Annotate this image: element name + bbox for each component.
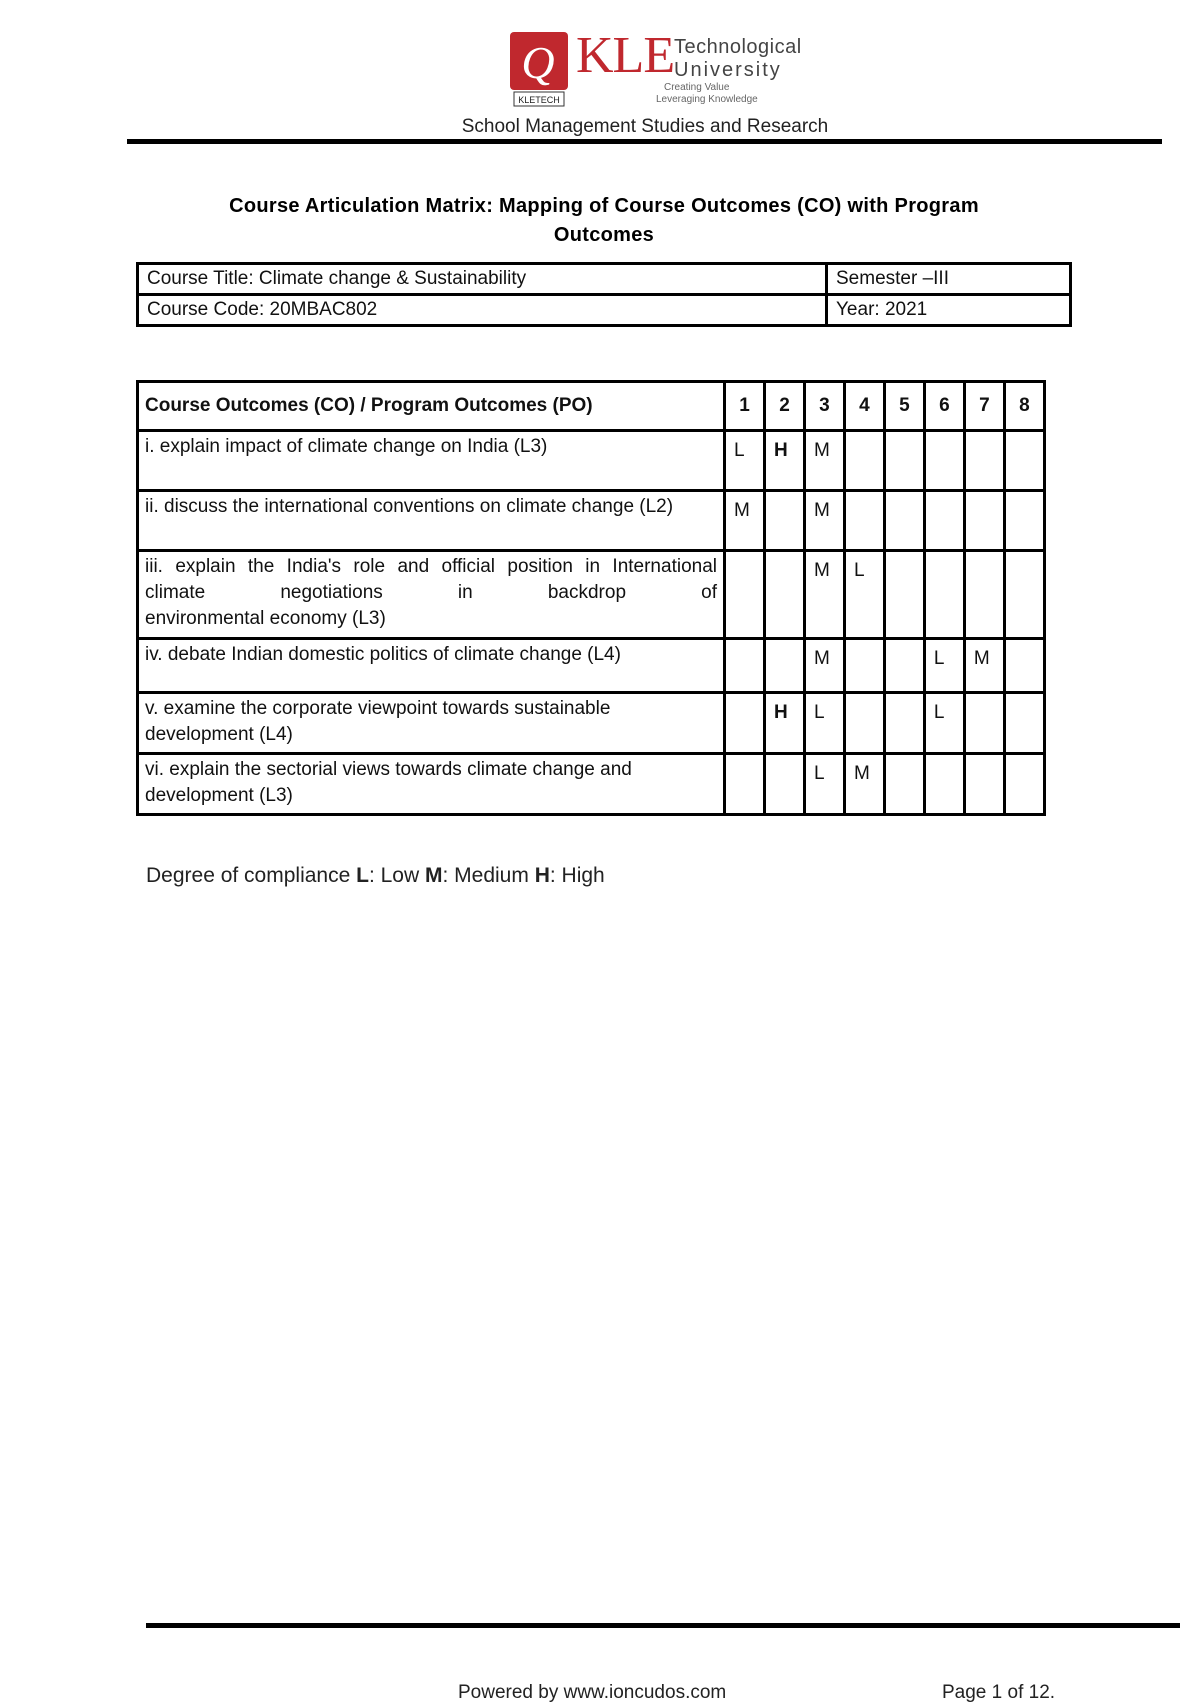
mapping-cell [924, 754, 964, 815]
matrix-row [138, 491, 1045, 551]
mapping-cell: M [964, 639, 1004, 693]
logo-tagline-1: Creating Value [664, 82, 730, 93]
mapping-cell: L [924, 639, 964, 693]
svg-text:Q: Q [521, 37, 555, 88]
mapping-cell [1004, 431, 1044, 491]
po-header: 1 [725, 382, 765, 431]
mapping-cell: M [804, 491, 844, 551]
articulation-matrix [136, 380, 1046, 816]
course-year: Year: 2021 [827, 295, 1071, 326]
course-outcome: i. explain impact of climate change on India (L3) [138, 431, 725, 491]
mapping-cell: M [804, 431, 844, 491]
mapping-cell: M [804, 639, 844, 693]
course-outcome-text: environmental economy (L3) [145, 608, 386, 629]
mapping-cell [725, 551, 765, 639]
document-title [130, 192, 1078, 250]
legend-label-low: : Low [368, 864, 425, 887]
matrix-row [138, 693, 1045, 754]
footer-page-number: Page 1 of 12. [942, 1682, 1056, 1703]
mapping-cell [924, 431, 964, 491]
mapping-cell [1004, 693, 1044, 754]
mapping-cell: M [725, 491, 765, 551]
mapping-cell [964, 693, 1004, 754]
mapping-cell [725, 639, 765, 693]
school-name: School Management Studies and Research [461, 116, 829, 137]
mapping-cell: L [924, 693, 964, 754]
course-info-table [136, 262, 1072, 327]
mapping-cell [924, 551, 964, 639]
course-outcome-text: iii. explain the India's role and official position in International climate negotiations in backdrop of [145, 556, 717, 603]
mapping-cell [884, 754, 924, 815]
course-info-row [138, 264, 1071, 295]
mapping-cell [1004, 639, 1044, 693]
po-header: 3 [804, 382, 844, 431]
footer-rule [146, 1623, 1180, 1628]
legend-key-low: L [356, 864, 369, 887]
po-header: 7 [964, 382, 1004, 431]
legend-label-medium: : Medium [442, 864, 535, 887]
course-outcome: v. examine the corporate viewpoint towards sustainable development (L4) [138, 693, 725, 754]
mapping-cell [764, 491, 804, 551]
po-header: 2 [764, 382, 804, 431]
mapping-cell [1004, 491, 1044, 551]
header-rule [127, 139, 1162, 144]
matrix-header-row [138, 382, 1045, 431]
mapping-cell: L [725, 431, 765, 491]
po-header: 6 [924, 382, 964, 431]
mapping-cell [884, 639, 924, 693]
mapping-cell: M [804, 551, 844, 639]
matrix-row [138, 551, 1045, 639]
mapping-cell: L [804, 754, 844, 815]
legend-key-medium: M [424, 864, 443, 887]
mapping-cell: H [764, 693, 804, 754]
course-outcome: ii. discuss the international conventions on climate change (L2) [138, 491, 725, 551]
logo-tagline-2: Leveraging Knowledge [656, 94, 758, 105]
mapping-cell [764, 639, 804, 693]
logo-wordmark [576, 27, 802, 108]
mapping-cell [844, 431, 884, 491]
compliance-legend [146, 864, 605, 888]
mapping-cell: M [844, 754, 884, 815]
mapping-cell: L [844, 551, 884, 639]
mapping-cell [964, 551, 1004, 639]
mapping-cell: H [764, 431, 804, 491]
mapping-cell [764, 754, 804, 815]
matrix-row [138, 639, 1045, 693]
mapping-cell [764, 551, 804, 639]
title-line-1: Course Articulation Matrix: Mapping of Course Outcomes (CO) with Program [229, 195, 979, 217]
logo-badge: KLETECH [518, 95, 560, 105]
po-header: 8 [1004, 382, 1044, 431]
mapping-cell [844, 693, 884, 754]
course-outcome: iv. debate Indian domestic politics of climate change (L4) [138, 639, 725, 693]
mapping-cell [884, 491, 924, 551]
course-info-row [138, 295, 1071, 326]
matrix-row [138, 754, 1045, 815]
logo-brand: KLE [576, 27, 675, 84]
legend-prefix: Degree of compliance [146, 864, 357, 887]
mapping-cell [964, 431, 1004, 491]
mapping-cell [884, 431, 924, 491]
logo-line2: University [674, 59, 782, 81]
legend-label-high: : High [549, 864, 605, 887]
mapping-cell: L [804, 693, 844, 754]
course-outcome [138, 551, 725, 639]
mapping-cell [884, 693, 924, 754]
mapping-cell [964, 754, 1004, 815]
course-title: Course Title: Climate change & Sustainability [138, 264, 827, 295]
course-semester: Semester –III [827, 264, 1071, 295]
matrix-row [138, 431, 1045, 491]
mapping-cell [725, 693, 765, 754]
course-code: Course Code: 20MBAC802 [138, 295, 827, 326]
mapping-cell [1004, 754, 1044, 815]
university-logo [508, 27, 802, 108]
mapping-cell [884, 551, 924, 639]
mapping-cell [725, 754, 765, 815]
legend-key-high: H [534, 864, 550, 887]
mapping-cell [1004, 551, 1044, 639]
kletech-emblem-icon [508, 30, 570, 108]
mapping-cell [964, 491, 1004, 551]
mapping-cell [844, 639, 884, 693]
mapping-cell [924, 491, 964, 551]
po-header: 4 [844, 382, 884, 431]
footer-powered-by: Powered by www.ioncudos.com [458, 1682, 727, 1703]
matrix-header: Course Outcomes (CO) / Program Outcomes (PO) [138, 382, 725, 431]
course-outcome: vi. explain the sectorial views towards climate change and development (L3) [138, 754, 725, 815]
logo-line1: Technological [674, 36, 802, 58]
mapping-cell [844, 491, 884, 551]
title-line-2: Outcomes [553, 224, 655, 246]
po-header: 5 [884, 382, 924, 431]
